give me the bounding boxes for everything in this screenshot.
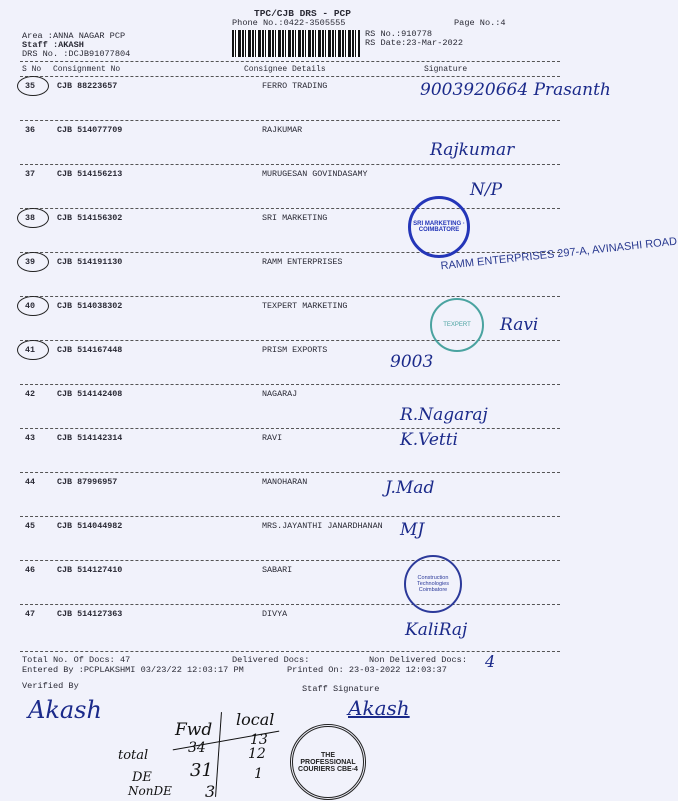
row-sno: 41 [25, 345, 36, 355]
row-signature: J.Mad [385, 478, 435, 498]
row-sno: 45 [25, 521, 36, 531]
col-sno: S No [22, 65, 42, 74]
row-consignment-no: CJB 87996957 [57, 477, 118, 487]
row-consignment-no: CJB 514077709 [57, 125, 123, 135]
tally-total-label: total [118, 748, 149, 763]
rs-date: RS Date:23-Mar-2022 [365, 38, 463, 48]
area: Area :ANNA NAGAR PCP [22, 31, 126, 41]
rs-number: RS No.:910778 [365, 29, 433, 39]
delivered-docs: Delivered Docs: [232, 655, 310, 665]
staff-signature-label: Staff Signature [302, 684, 380, 694]
row-consignment-no: CJB 514038302 [57, 301, 123, 311]
tally-fwd-nonde: 3 [205, 782, 216, 801]
tally-local-total: 13 [250, 732, 268, 748]
col-consignment: Consignment No [53, 65, 121, 74]
staff: Staff :AKASH [22, 40, 84, 50]
phone-number: Phone No.:0422-3505555 [232, 18, 346, 28]
tally-local: local [236, 710, 275, 729]
barcode [232, 30, 360, 57]
row-signature: 9003 [390, 352, 434, 372]
tally-fwd-de: 31 [190, 760, 213, 781]
row-consignee: TEXPERT MARKETING [262, 301, 348, 311]
row-consignment-no: CJB 514191130 [57, 257, 123, 267]
row-consignment-no: CJB 514142408 [57, 389, 123, 399]
row-signature: 9003920664 Prasanth [420, 80, 611, 100]
row-signature: K.Vetti [400, 430, 458, 450]
row-consignee: RAMM ENTERPRISES [262, 257, 343, 267]
row-consignee: MANOHARAN [262, 477, 308, 487]
tally-local-nonde: 1 [254, 766, 263, 782]
row-signature: R.Nagaraj [400, 405, 488, 425]
row-consignee: FERRO TRADING [262, 81, 328, 91]
row-consignment-no: CJB 514044982 [57, 521, 123, 531]
non-delivered-docs: Non Delivered Docs: [369, 655, 467, 665]
verified-signature: Akash [28, 696, 102, 724]
row-signature: N/P [470, 180, 503, 200]
tally-fwd: Fwd [175, 720, 213, 740]
row-sno: 40 [25, 301, 36, 311]
row-sno: 42 [25, 389, 36, 399]
row-consignee: SABARI [262, 565, 293, 575]
tally-de-label: DE [132, 770, 152, 785]
row-sno: 43 [25, 433, 36, 443]
row-signature: KaliRaj [405, 620, 468, 640]
tally-fwd-total: 34 [188, 740, 206, 756]
row-consignee: RAJKUMAR [262, 125, 303, 135]
row-consignment-no: CJB 514127410 [57, 565, 123, 575]
tally-nonde-label: NonDE [128, 784, 172, 798]
row-consignment-no: CJB 514156302 [57, 213, 123, 223]
verified-by-label: Verified By [22, 681, 79, 691]
row-consignee: DIVYA [262, 609, 288, 619]
drs-number: DRS No. :DCJB91077804 [22, 49, 131, 59]
row-sno: 35 [25, 81, 36, 91]
sri-marketing-stamp: SRI MARKETING · COIMBATORE [408, 196, 470, 258]
row-consignment-no: CJB 514167448 [57, 345, 123, 355]
row-consignment-no: CJB 514156213 [57, 169, 123, 179]
row-sno: 38 [25, 213, 36, 223]
printed-on: Printed On: 23-03-2022 12:03:37 [287, 665, 447, 675]
row-sno: 36 [25, 125, 36, 135]
courier-stamp: THE PROFESSIONAL COURIERS CBE-4 [290, 724, 366, 800]
col-signature: Signature [424, 65, 468, 74]
non-delivered-count: 4 [485, 652, 496, 671]
col-consignee: Consignee Details [244, 65, 326, 74]
texpert-stamp: TEXPERT [430, 298, 484, 352]
row-signature: Ravi [500, 315, 539, 335]
row-consignee: MRS.JAYANTHI JANARDHANAN [262, 521, 383, 531]
page-number: Page No.:4 [454, 18, 506, 28]
row-consignee: SRI MARKETING [262, 213, 328, 223]
row-sno: 39 [25, 257, 36, 267]
row-signature: Rajkumar [430, 140, 515, 160]
row-consignee: MURUGESAN GOVINDASAMY [262, 169, 368, 179]
row-sno: 44 [25, 477, 36, 487]
tally-local-de: 12 [248, 746, 266, 762]
row-signature: MJ [400, 520, 425, 540]
row-sno: 46 [25, 565, 36, 575]
row-sno: 47 [25, 609, 36, 619]
document-title: TPC/CJB DRS - PCP [254, 8, 351, 19]
row-consignee: NAGARAJ [262, 389, 298, 399]
row-consignment-no: CJB 514142314 [57, 433, 123, 443]
entered-by: Entered By :PCPLAKSHMI 03/23/22 12:03:17 PM [22, 665, 244, 675]
ramm-stamp: RAMM ENTERPRISES 297-A, AVINASHI ROAD [440, 235, 678, 273]
total-docs: Total No. Of Docs: 47 [22, 655, 131, 665]
row-consignee: PRISM EXPORTS [262, 345, 328, 355]
row-consignee: RAVI [262, 433, 283, 443]
sabari-stamp: Construction Technologies Coimbatore [404, 555, 462, 613]
staff-signature: Akash [348, 696, 410, 720]
row-sno: 37 [25, 169, 36, 179]
row-consignment-no: CJB 88223657 [57, 81, 118, 91]
row-consignment-no: CJB 514127363 [57, 609, 123, 619]
